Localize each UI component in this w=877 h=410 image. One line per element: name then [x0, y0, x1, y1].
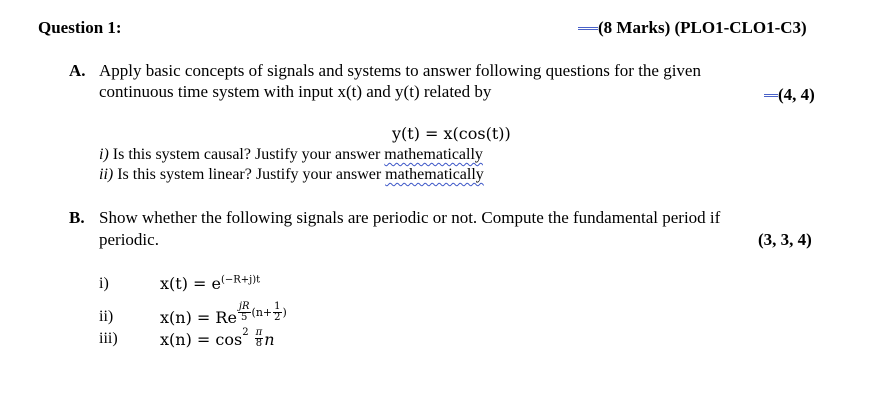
marks-underline-a	[764, 94, 778, 97]
item-ii-half-fraction	[273, 302, 281, 323]
item-ii-exponent	[237, 302, 287, 323]
item-iii-frac-num: π	[255, 327, 263, 338]
q1-prefix: i)	[99, 146, 109, 163]
item-ii-lhs: x(n) = Re	[160, 308, 237, 327]
question-title: Question 1:	[38, 18, 122, 37]
part-b-line1: Show whether the following signals are periodic or not. Compute the fundamental period if	[99, 208, 721, 227]
item-iii-label: iii)	[99, 330, 118, 347]
item-iii-fraction	[255, 328, 264, 349]
item-i-lhs: x(t) = e	[160, 274, 221, 293]
part-a-question-2	[99, 166, 484, 184]
part-a-line2: continuous time system with input x(t) and y(t) related by	[99, 82, 492, 101]
item-ii-half-den: 2	[274, 312, 281, 323]
item-i-exponent: (−R+j)t	[220, 274, 261, 286]
item-ii-label: ii)	[99, 308, 114, 325]
q1-text: Is this system causal? Justify your answer	[108, 146, 385, 163]
part-a-line1: Apply basic concepts of signals and systems to answer following questions for the given	[99, 61, 701, 80]
q2-text: Is this system linear? Justify your answer	[113, 166, 386, 183]
part-b-marks: (3, 3, 4)	[758, 230, 812, 249]
marks-underline	[578, 27, 598, 30]
q2-emphasis: mathematically	[385, 166, 484, 183]
item-i-label: i)	[99, 275, 109, 292]
part-a-letter: A.	[69, 61, 86, 80]
item-i-formula	[160, 274, 260, 293]
item-iii-tail: n	[264, 330, 275, 349]
q2-prefix: ii)	[99, 166, 114, 183]
item-iii-formula	[160, 326, 275, 356]
question-marks-text: (8 Marks) (PLO1-CLO1-C3)	[598, 18, 807, 37]
item-iii-frac-den: 8	[255, 338, 263, 349]
part-b-letter: B.	[69, 208, 85, 227]
item-ii-half-num: 1	[274, 301, 281, 312]
q1-emphasis: mathematically	[384, 146, 483, 163]
item-ii-exp-den: 5	[241, 312, 248, 323]
item-ii-formula	[160, 300, 287, 328]
part-a-equation: y(t) = x(cos(t))	[392, 124, 511, 143]
item-ii-exp-tail: (n+	[251, 306, 273, 319]
part-a-question-1	[99, 146, 483, 164]
item-ii-exp-close: )	[282, 306, 287, 319]
part-a-marks	[764, 85, 815, 105]
item-iii-power: 2	[242, 326, 249, 338]
item-ii-exp-fraction	[238, 302, 251, 323]
item-iii-lhs: x(n) = cos	[160, 330, 243, 349]
part-a-marks-text: (4, 4)	[778, 85, 815, 104]
item-ii-exp-num: jR	[238, 301, 250, 312]
part-b-line2: periodic.	[99, 230, 159, 249]
question-marks	[578, 18, 807, 38]
